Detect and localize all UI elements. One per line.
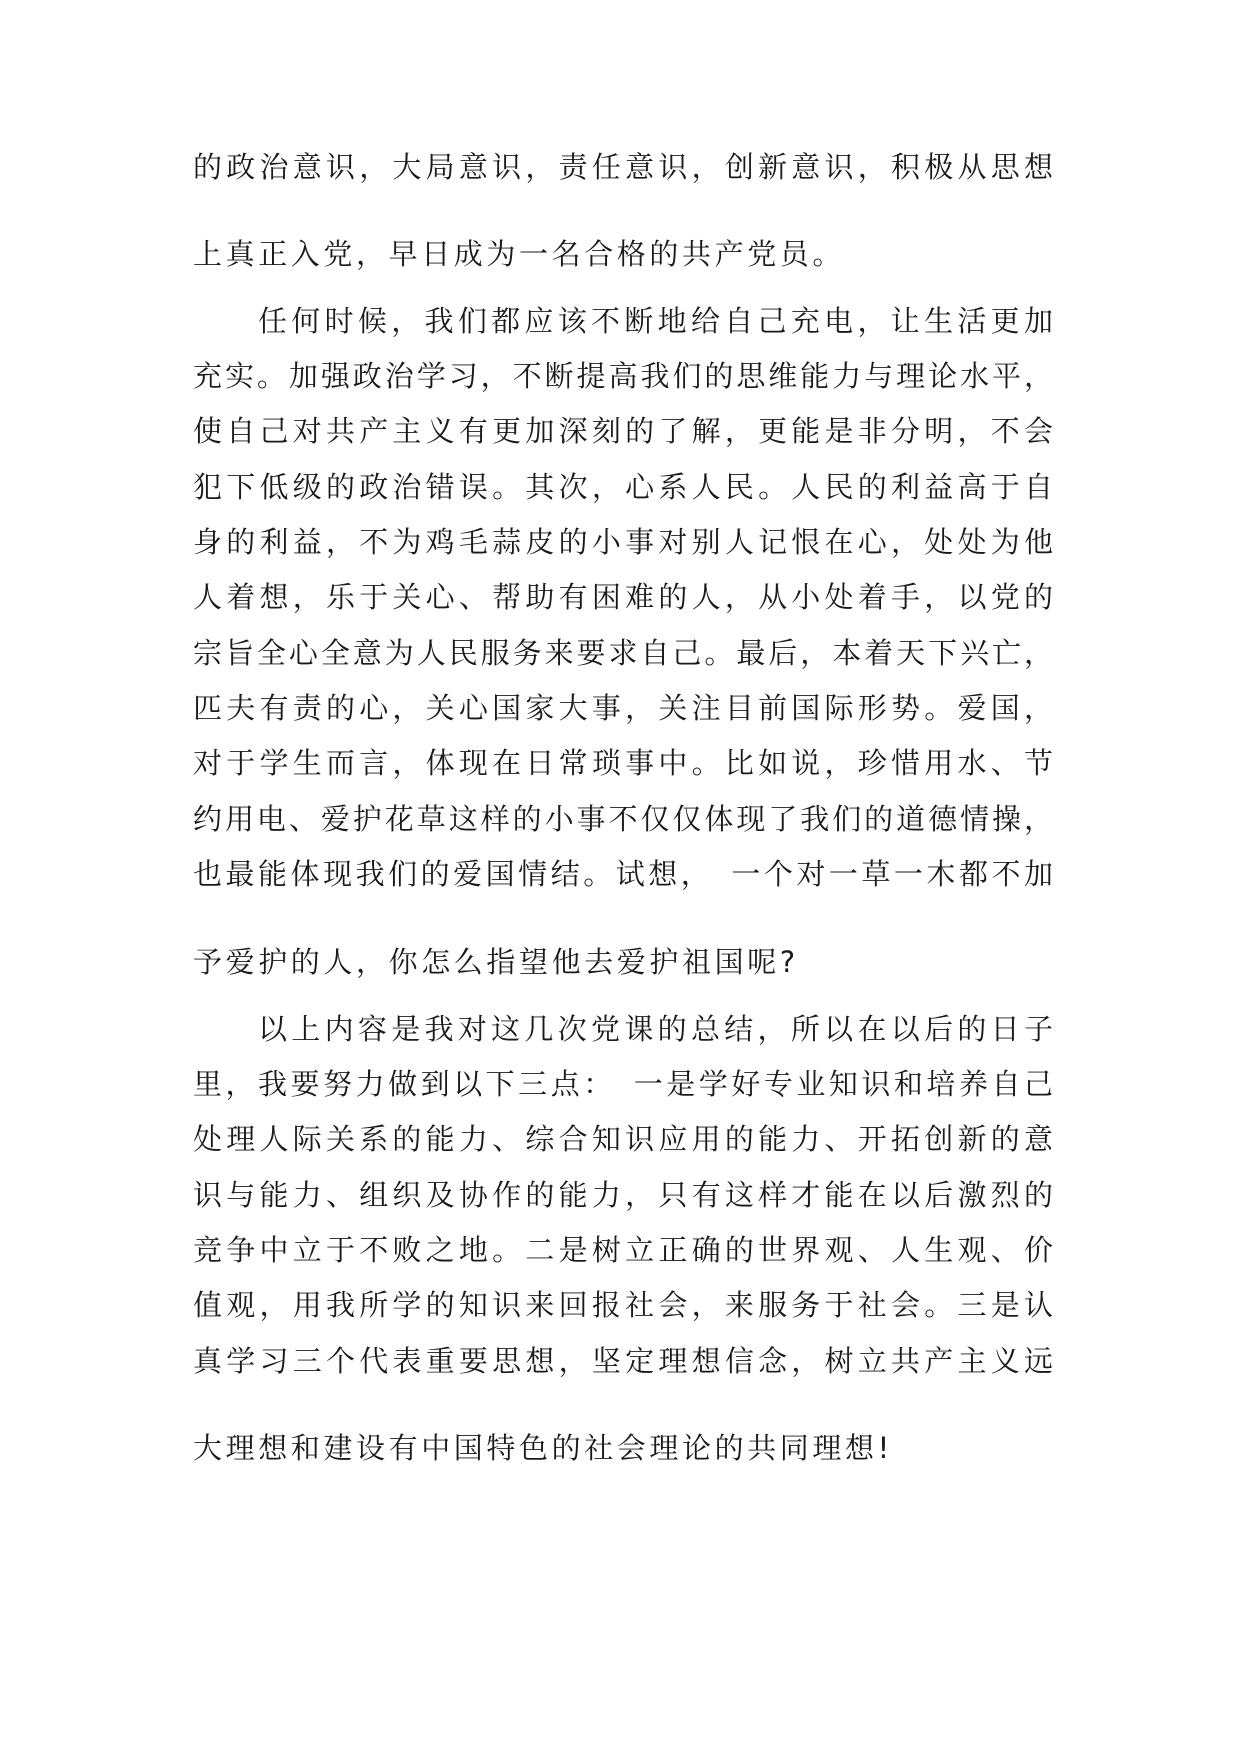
text-line: 予爱护的人，你怎么指望他去爱护祖国呢? <box>193 945 799 979</box>
text-line: 也最能体现我们的爱国情结。试想， 一个对一草一木都不加 <box>193 857 1053 891</box>
text-line: 对于学生而言，体现在日常琐事中。比如说，珍惜用水、节 <box>193 746 1053 780</box>
text-line: 身的利益，不为鸡毛蒜皮的小事对别人记恨在心，处处为他 <box>193 525 1053 559</box>
text-line: 充实。加强政治学习，不断提高我们的思维能力与理论水平， <box>193 359 1053 393</box>
text-line: 宗旨全心全意为人民服务来要求自己。最后，本着天下兴亡， <box>193 636 1053 670</box>
text-line: 约用电、爱护花草这样的小事不仅仅体现了我们的道德情操， <box>193 802 1053 836</box>
text-line: 真学习三个代表重要思想，坚定理想信念，树立共产主义远 <box>193 1344 1053 1378</box>
text-line: 上真正入党，早日成为一名合格的共产党员。 <box>193 237 846 271</box>
text-line: 竞争中立于不败之地。二是树立正确的世界观、人生观、价 <box>193 1233 1053 1267</box>
text-line: 大理想和建设有中国特色的社会理论的共同理想! <box>193 1431 893 1465</box>
text-line: 识与能力、组织及协作的能力，只有这样才能在以后激烈的 <box>193 1178 1053 1212</box>
text-line: 值观，用我所学的知识来回报社会，来服务于社会。三是认 <box>193 1288 1053 1322</box>
text-line: 匹夫有责的心，关心国家大事，关注目前国际形势。爱国， <box>193 691 1053 725</box>
text-line: 的政治意识，大局意识，责任意识，创新意识，积极从思想 <box>193 150 1053 184</box>
text-line: 任何时候，我们都应该不断地给自己充电，让生活更加 <box>258 304 1053 338</box>
text-line: 人着想，乐于关心、帮助有困难的人，从小处着手，以党的 <box>193 580 1053 614</box>
text-line: 使自己对共产主义有更加深刻的了解，更能是非分明，不会 <box>193 414 1053 448</box>
text-line: 以上内容是我对这几次党课的总结，所以在以后的日子 <box>258 1012 1053 1046</box>
text-line: 处理人际关系的能力、综合知识应用的能力、开拓创新的意 <box>193 1122 1053 1156</box>
text-line: 犯下低级的政治错误。其次，心系人民。人民的利益高于自 <box>193 470 1053 504</box>
text-line: 里，我要努力做到以下三点： 一是学好专业知识和培养自己 <box>193 1067 1053 1101</box>
